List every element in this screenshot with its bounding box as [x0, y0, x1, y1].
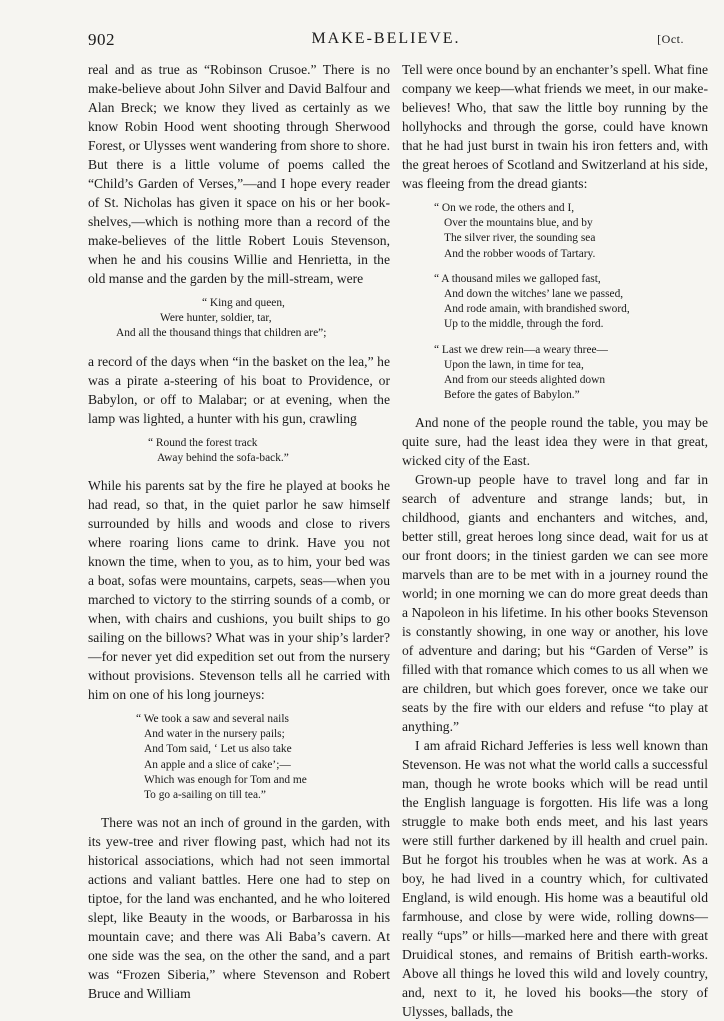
verse-line: Away behind the sofa-back.”	[157, 451, 289, 464]
verse-forest-track	[148, 436, 390, 466]
verse-line: “ King and queen,	[202, 297, 285, 309]
paragraph: And none of the people round the table, you may be quite sure, had the least idea they were in that great, wicked city of the East.	[402, 415, 708, 469]
verse-line: And Tom said, ‘ Let us also take	[144, 743, 292, 756]
verse-line: To go a-sailing on till tea.”	[144, 789, 266, 802]
paragraph: a record of the days when “in the basket on the lea,” he was a pirate a-steering of his boat to Providence, or Babylon, or off to Malabar; or at evening, when the lamp was lighted, a hunter with his gun, crawling	[88, 353, 390, 426]
verse-line: And from our steeds alighted down	[444, 374, 606, 387]
verse-line: An apple and a slice of cake’;—	[144, 758, 291, 771]
verse-line: “ Last we drew rein—a weary three—	[434, 343, 608, 356]
page-number: 902	[88, 30, 115, 49]
running-title: MAKE-BELIEVE.	[311, 30, 461, 47]
verse-line: And the robber woods of Tartary.	[444, 247, 596, 260]
verse-line: Upon the lawn, in time for tea,	[444, 358, 584, 371]
paragraph: While his parents sat by the fire he played at books he had read, so that, in the quiet parlor he saw himself surrounded by hills and woods and close to rivers where roaring lions came to drink. Have you not known the time, when to you, as to him, your bed was a boat, sofas were mountains, carpets, seas—when you marched to victory to the stirring sounds of a comb, or when, with chairs and cushions, you built ships to go sailing on the billows? What was in your ship’s larder?—for never yet did expedition set out from the nursery without provisions. Stevenson tells all he carried with him on one of his long journeys:	[88, 478, 390, 703]
verse-line: Which was enough for Tom and me	[144, 773, 307, 786]
verse-line: “ We took a saw and several nails	[136, 713, 289, 726]
verse-line: “ On we rode, the others and I,	[434, 202, 575, 214]
verse-on-we-rode	[434, 201, 708, 403]
verse-line: Up to the middle, through the ford.	[444, 318, 604, 331]
paragraph: I am afraid Richard Jefferies is less well known than Stevenson. He was not what the world calls a successful man, though he wrote books which will be read until the English language is forgotten. His life was a long struggle to make both ends meet, and his last years were still further darkened by ill health and cruel pain. But he forgot his troubles when he was at work. As a boy, he had lived in a country which, for cultivated England, is wild enough. His home was a beautiful old farmhouse, and close by were wide, rolling downs—really “ups” or hills—marked here and there with great Druidical stones, and remains of British earth-works. Above all things he loved this wild and lovely country, and, next to it, he loved his books—the story of Ulysses, ballads, the	[402, 738, 708, 1020]
verse-line: The silver river, the sounding sea	[444, 232, 596, 245]
issue-month: [Oct.	[657, 32, 684, 46]
verse-line: And water in the nursery pails;	[144, 728, 285, 741]
verse-line: Over the mountains blue, and by	[444, 217, 593, 230]
paragraph: real and as true as “Robinson Crusoe.” There is no make-believe about John Silver and David Balfour and Alan Breck; we know they lived as certainly as we know Robin Hood went shooting through Sherwood Forest, or Ulysses went wandering from shore to shore. But there is a little volume of poems called the “Child’s Garden of Verses,”—and I hope every reader of St. Nicholas has given it space on his or her book-shelves,—which is nothing more than a record of the make-believes of the little Robert Louis Stevenson, when he and his cousins Willie and Henrietta, in the old manse and the garden by the mill-stream, were	[88, 62, 390, 286]
verse-saw-and-nails	[136, 712, 390, 803]
stanza	[434, 201, 708, 262]
stanza	[434, 272, 708, 333]
verse-line: “ Round the forest track	[148, 436, 258, 449]
stanza	[434, 343, 708, 404]
verse-line: Before the gates of Babylon.”	[444, 389, 580, 402]
verse-line: “ A thousand miles we galloped fast,	[434, 272, 601, 285]
paragraph: There was not an inch of ground in the garden, with its yew-tree and river flowing past, which had not its historical associations, which had not seen immortal actions and valiant battles. Here one had to step on tiptoe, for the land was enchanted, and he who loitered slept, like Beauty in the woods, or Barbarossa in his mountain cave; and there was Ali Baba’s cavern. At one side was the sea, on the other the sand, and a part was “Frozen Siberia,” where Stevenson and Robert Bruce and William	[88, 815, 390, 1002]
left-column	[88, 60, 390, 1003]
verse-king-and-queen	[106, 296, 390, 342]
verse-line: Were hunter, soldier, tar,	[160, 312, 272, 325]
verse-line: And all the thousand things that children are”;	[116, 327, 327, 340]
paragraph: Grown-up people have to travel long and far in search of adventure and strange lands; but, in childhood, giants and enchanters and witches, and, better still, great heroes long since dead, wait for us at our front doors; in the tiniest garden we can see more marvels than are to be met with in a journey round the world; in one morning we can do more great deeds than a Napoleon in his lifetime. In his other books Stevenson is constantly showing, in one way or another, his love of adventure and daring; but his “Garden of Verse” is filled with that romance which comes to us all when we are children, but which goes forever, once we take our seats by the fire with our elders and refuse “to play at anything.”	[402, 472, 708, 735]
paragraph: Tell were once bound by an enchanter’s spell. What fine company we keep—what friends we meet, in our make-believes! Who, that saw the little boy running by the hollyhocks and through the gorse, could have known that he had just burst in twain his iron fetters and, with the great heroes of Scotland and Switzerland at his side, was fleeing from the dread giants:	[402, 62, 708, 191]
verse-line: And down the witches’ lane we passed,	[444, 288, 624, 301]
verse-line: And rode amain, with brandished sword,	[444, 303, 630, 316]
running-header	[88, 30, 684, 54]
right-column	[402, 60, 708, 1021]
